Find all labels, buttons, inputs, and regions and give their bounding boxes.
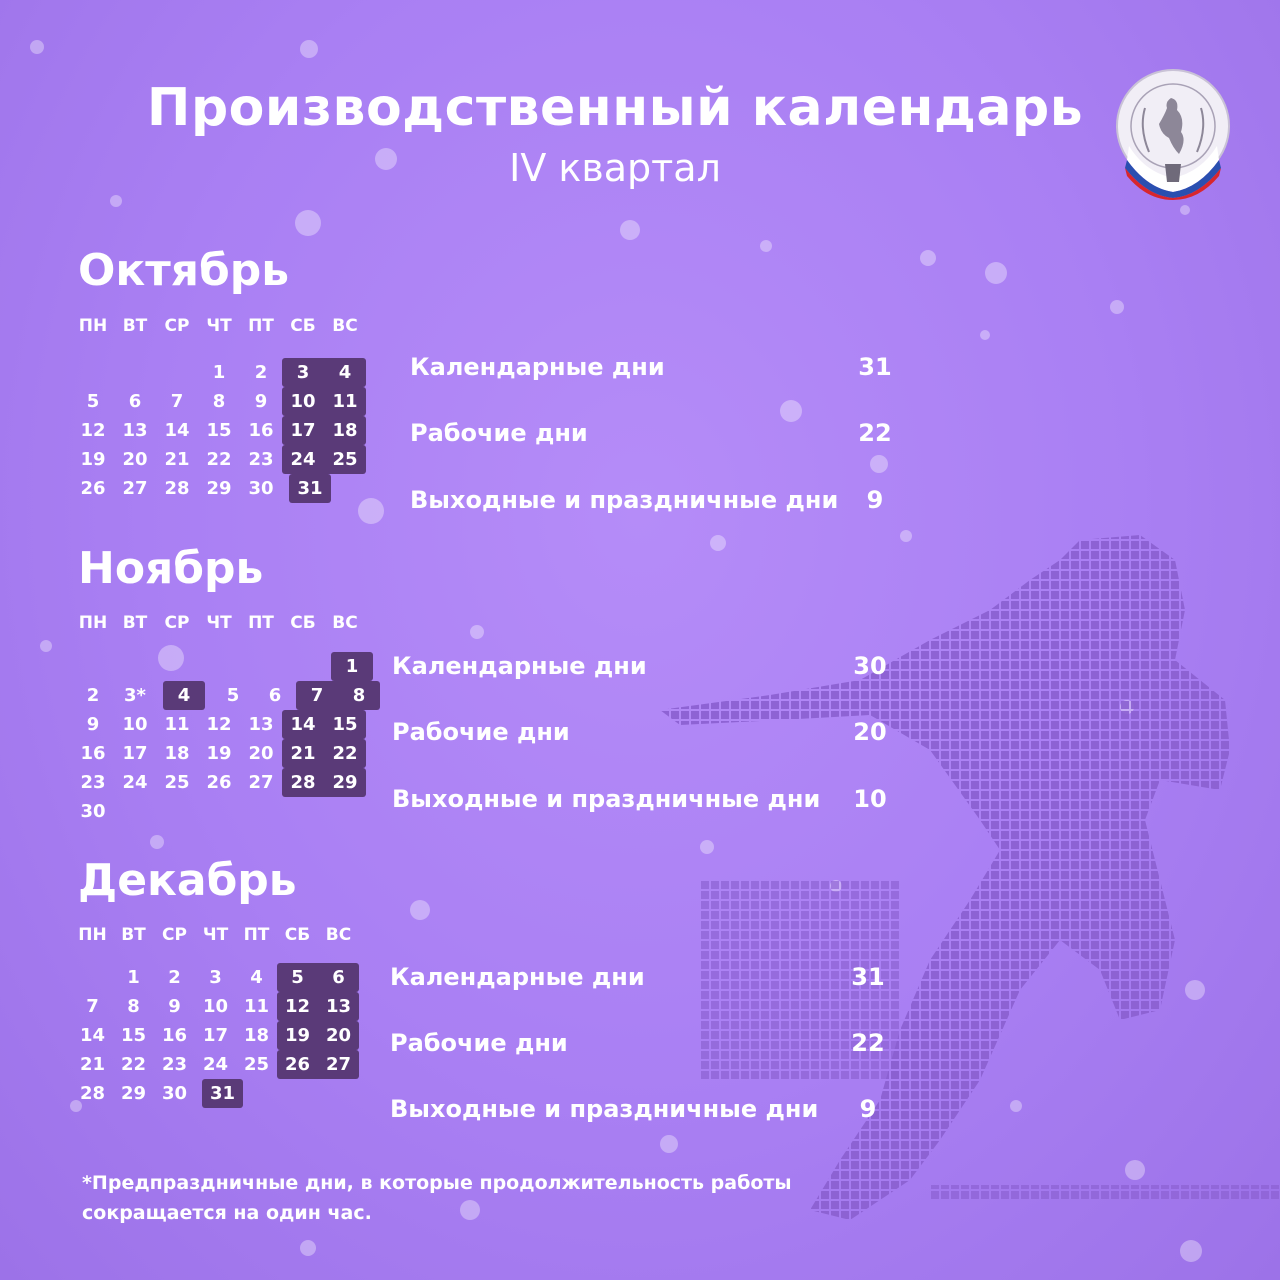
- week-row: [72, 358, 380, 387]
- day-cell: [324, 797, 366, 826]
- weekday-label: ВТ: [122, 316, 148, 336]
- day-cell: [240, 652, 282, 681]
- day-cell: 15: [324, 710, 366, 739]
- day-cell: 7: [86, 996, 99, 1017]
- day-cell: 29: [324, 768, 366, 797]
- week-row: [72, 963, 373, 992]
- day-cell: 22: [206, 449, 232, 470]
- day-cell: [156, 797, 198, 826]
- day-cell: 14: [79, 1025, 106, 1046]
- week-row: [72, 1079, 373, 1108]
- day-cell: 20: [122, 449, 148, 470]
- week-row: [72, 445, 380, 474]
- day-cell: 13: [318, 992, 359, 1021]
- day-cell: 19: [206, 743, 232, 764]
- day-cell: 17: [122, 743, 148, 764]
- weekday-label: ПН: [78, 316, 108, 336]
- day-cell: 24: [282, 445, 324, 474]
- weekday-label: ПН: [78, 613, 108, 633]
- day-cell: 4: [250, 967, 263, 988]
- day-cell: 16: [80, 743, 106, 764]
- day-cell: 7: [170, 391, 184, 412]
- day-cell: 16: [248, 420, 274, 441]
- day-cell: 3: [282, 358, 324, 387]
- day-cell: [250, 1079, 291, 1108]
- stat-value-working-days: 22: [858, 419, 892, 447]
- day-cell: 31: [202, 1079, 243, 1108]
- day-cell: 8: [127, 996, 140, 1017]
- stat-label-days-off: Выходные и праздничные дни: [390, 1095, 819, 1123]
- weekday-header: [72, 925, 359, 945]
- day-cell: [282, 652, 324, 681]
- day-cell: 23: [161, 1054, 188, 1075]
- page-title: Производственный календарь: [146, 78, 1084, 138]
- day-cell: [338, 474, 380, 503]
- weekday-label: СР: [162, 925, 187, 945]
- day-cell: 18: [324, 416, 366, 445]
- week-row: [72, 652, 380, 681]
- day-cell: 14: [282, 710, 324, 739]
- day-cell: 21: [282, 739, 324, 768]
- day-cell: 30: [80, 801, 106, 822]
- stat-label-calendar-days: Календарные дни: [392, 652, 647, 680]
- day-cell: [332, 1079, 373, 1108]
- day-cell: [72, 963, 113, 992]
- weekday-label: ЧТ: [206, 613, 232, 633]
- day-cell: 21: [79, 1054, 106, 1075]
- day-cell: 17: [202, 1025, 229, 1046]
- day-cell: 7: [296, 681, 338, 710]
- stat-value-days-off: 9: [866, 486, 884, 514]
- footnote: *Предпраздничные дни, в которые продолжительность работы сокращается на один час.: [82, 1172, 792, 1224]
- day-cell: 12: [277, 992, 318, 1021]
- day-cell: 4: [324, 358, 366, 387]
- day-cell: 22: [120, 1054, 147, 1075]
- day-cell: 17: [282, 416, 324, 445]
- day-cell: [114, 797, 156, 826]
- weekday-label: СР: [164, 316, 190, 336]
- weekday-label: СБ: [290, 316, 316, 336]
- stat-value-days-off: 10: [853, 785, 887, 813]
- day-cell: 12: [206, 714, 232, 735]
- day-cell: [198, 797, 240, 826]
- day-cell: 3*: [124, 685, 146, 706]
- weekday-label: ПН: [78, 925, 107, 945]
- day-cell: 5: [86, 391, 100, 412]
- weekday-label: СБ: [284, 925, 311, 945]
- day-cell: 31: [289, 474, 331, 503]
- day-cell: 11: [324, 387, 366, 416]
- stat-value-working-days: 22: [851, 1029, 885, 1057]
- day-cell: 9: [254, 391, 268, 412]
- profsportur-emblem-icon: [1115, 68, 1231, 200]
- week-row: [72, 768, 380, 797]
- month-grid: [72, 652, 380, 826]
- day-cell: 20: [318, 1021, 359, 1050]
- day-cell: 16: [161, 1025, 188, 1046]
- weekday-label: ВС: [332, 316, 358, 336]
- weekday-label: ПТ: [248, 316, 274, 336]
- day-cell: 18: [164, 743, 190, 764]
- day-cell: 19: [277, 1021, 318, 1050]
- weekday-header: [72, 316, 366, 336]
- day-cell: 6: [318, 963, 359, 992]
- day-cell: 11: [164, 714, 190, 735]
- day-cell: 9: [168, 996, 181, 1017]
- week-row: [72, 739, 380, 768]
- day-cell: 22: [324, 739, 366, 768]
- day-cell: 26: [206, 772, 232, 793]
- day-cell: 1: [331, 652, 373, 681]
- stat-value-calendar-days: 31: [851, 963, 885, 991]
- week-row: [72, 992, 373, 1021]
- day-cell: 13: [248, 714, 274, 735]
- stat-label-working-days: Рабочие дни: [410, 419, 588, 447]
- stat-label-days-off: Выходные и праздничные дни: [392, 785, 821, 813]
- day-cell: [114, 358, 156, 387]
- day-cell: 2: [86, 685, 100, 706]
- weekday-label: ВС: [325, 925, 352, 945]
- day-cell: 8: [338, 681, 380, 710]
- stat-value-calendar-days: 31: [858, 353, 892, 381]
- day-cell: 1: [127, 967, 140, 988]
- weekday-label: ЧТ: [202, 925, 229, 945]
- day-cell: 25: [243, 1054, 270, 1075]
- day-cell: 30: [248, 478, 274, 499]
- weekday-label: СР: [164, 613, 190, 633]
- day-cell: 14: [164, 420, 190, 441]
- day-cell: [156, 358, 198, 387]
- day-cell: 28: [79, 1083, 106, 1104]
- day-cell: 6: [128, 391, 142, 412]
- day-cell: 6: [268, 685, 282, 706]
- week-row: [72, 797, 380, 826]
- day-cell: 28: [282, 768, 324, 797]
- day-cell: 2: [168, 967, 181, 988]
- stat-value-calendar-days: 30: [853, 652, 887, 680]
- week-row: [72, 387, 380, 416]
- week-row: [72, 416, 380, 445]
- day-cell: 11: [243, 996, 270, 1017]
- day-cell: [72, 652, 114, 681]
- day-cell: 4: [163, 681, 205, 710]
- day-cell: [198, 652, 240, 681]
- day-cell: 9: [86, 714, 100, 735]
- day-cell: [282, 797, 324, 826]
- day-cell: 25: [164, 772, 190, 793]
- day-cell: 29: [206, 478, 232, 499]
- stat-label-calendar-days: Календарные дни: [410, 353, 665, 381]
- day-cell: 21: [164, 449, 190, 470]
- week-row: [72, 474, 380, 503]
- weekday-label: ВТ: [121, 925, 146, 945]
- day-cell: 8: [212, 391, 226, 412]
- day-cell: [291, 1079, 332, 1108]
- day-cell: 15: [206, 420, 232, 441]
- week-row: [72, 1050, 373, 1079]
- stat-label-days-off: Выходные и праздничные дни: [410, 486, 839, 514]
- stat-value-working-days: 20: [853, 718, 887, 746]
- month-grid: [72, 963, 373, 1108]
- day-cell: 23: [248, 449, 274, 470]
- day-cell: 19: [80, 449, 106, 470]
- day-cell: 15: [120, 1025, 147, 1046]
- day-cell: 13: [122, 420, 148, 441]
- day-cell: 3: [209, 967, 222, 988]
- day-cell: 5: [277, 963, 318, 992]
- day-cell: 2: [254, 362, 268, 383]
- day-cell: 30: [161, 1083, 188, 1104]
- day-cell: 28: [164, 478, 190, 499]
- page-subtitle: IV квартал: [509, 146, 721, 190]
- day-cell: [72, 358, 114, 387]
- day-cell: [156, 652, 198, 681]
- day-cell: 27: [248, 772, 274, 793]
- month-grid: [72, 358, 380, 503]
- week-row: [72, 710, 380, 739]
- day-cell: 29: [120, 1083, 147, 1104]
- week-row: [72, 681, 380, 710]
- day-cell: 25: [324, 445, 366, 474]
- day-cell: 10: [202, 996, 229, 1017]
- weekday-label: СБ: [290, 613, 316, 633]
- weekday-label: ПТ: [248, 613, 274, 633]
- day-cell: [114, 652, 156, 681]
- month-title: Декабрь: [78, 855, 297, 906]
- day-cell: 18: [243, 1025, 270, 1046]
- weekday-label: ПТ: [243, 925, 270, 945]
- day-cell: 27: [122, 478, 148, 499]
- day-cell: 12: [80, 420, 106, 441]
- month-title: Октябрь: [78, 245, 290, 296]
- stat-label-calendar-days: Календарные дни: [390, 963, 645, 991]
- day-cell: [240, 797, 282, 826]
- stat-value-days-off: 9: [859, 1095, 877, 1123]
- stat-label-working-days: Рабочие дни: [392, 718, 570, 746]
- day-cell: 26: [277, 1050, 318, 1079]
- weekday-label: ЧТ: [206, 316, 232, 336]
- day-cell: 10: [122, 714, 148, 735]
- weekday-header: [72, 613, 366, 633]
- week-row: [72, 1021, 373, 1050]
- day-cell: 20: [248, 743, 274, 764]
- day-cell: 23: [80, 772, 106, 793]
- month-title: Ноябрь: [78, 543, 264, 594]
- stat-label-working-days: Рабочие дни: [390, 1029, 568, 1057]
- day-cell: 1: [212, 362, 226, 383]
- weekday-label: ВТ: [122, 613, 148, 633]
- day-cell: 5: [226, 685, 240, 706]
- day-cell: 24: [202, 1054, 229, 1075]
- day-cell: 26: [80, 478, 106, 499]
- day-cell: 27: [318, 1050, 359, 1079]
- day-cell: 10: [282, 387, 324, 416]
- day-cell: 24: [122, 772, 148, 793]
- weekday-label: ВС: [332, 613, 358, 633]
